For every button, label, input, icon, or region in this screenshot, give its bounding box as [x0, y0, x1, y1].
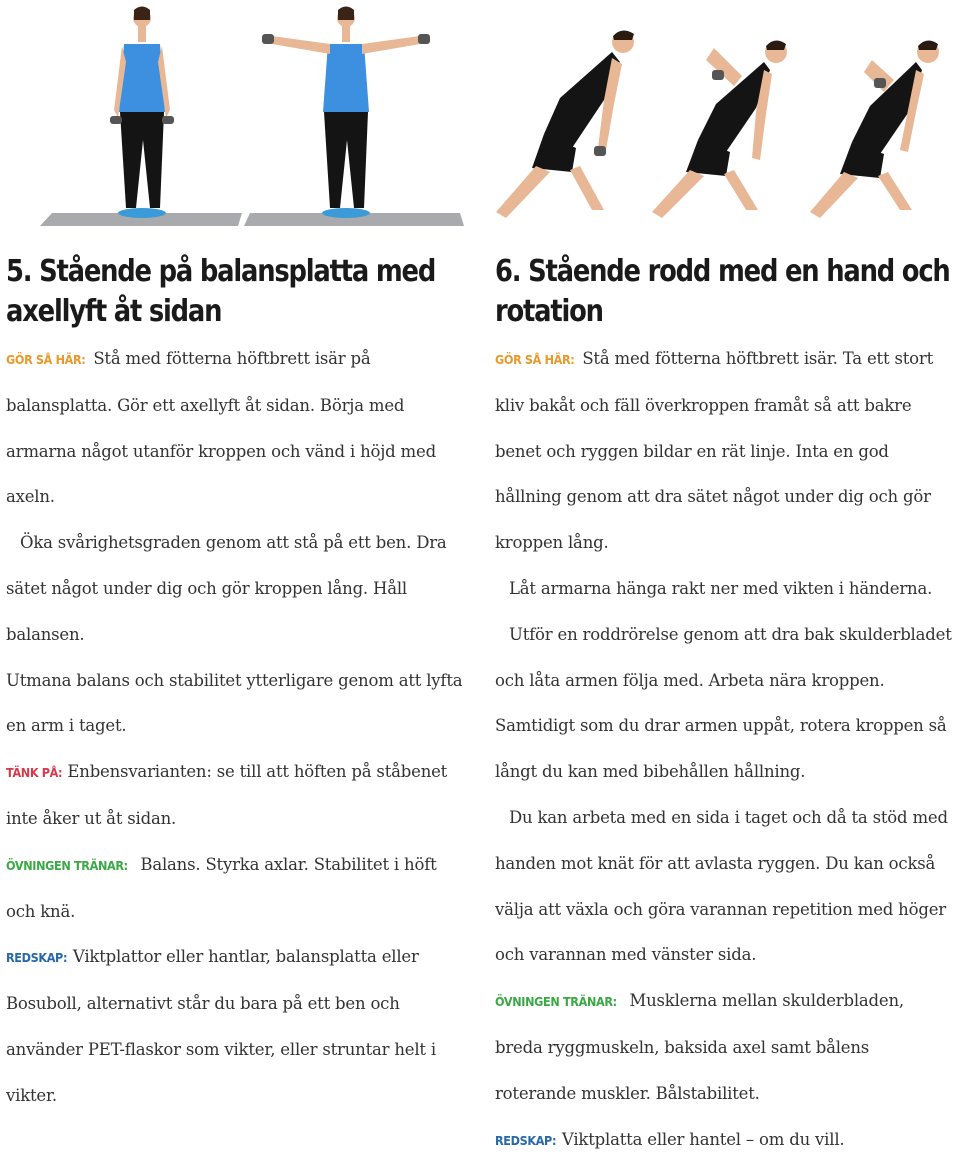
exercise6-title: 6. Stående rodd med en hand och rotation: [495, 254, 950, 329]
trains-label: ÖVNINGEN TRÄNAR:: [495, 994, 617, 1010]
balance-board-1: [118, 208, 166, 218]
equipment-text: Viktplattor eller hantlar, balansplatta eller Bosuboll, alternativt står du bara på ett ben och använder PET-flaskor som vikter, eller struntar helt i vikter.: [6, 947, 436, 1105]
think-text: Enbensvarianten: se till att höften på ståbenet inte åker ut åt sidan.: [6, 762, 448, 828]
exercise6-paragraph-4: Du kan arbeta med en sida i taget och då ta stöd med handen mot knät för att avlasta ryggen. Du kan också välja att växla och göra varannan repetition med höger och varannan med vänster sida.: [495, 807, 948, 965]
how-text: Stå med fötterna höftbrett isär. Ta ett stort kliv bakåt och fäll överkroppen framåt så att bakre benet och ryggen bildar en rät linje. Inta en god hållning genom att dra sätet något under dig och gör kroppen lång.: [495, 349, 934, 553]
how-label: GÖR SÅ HÄR:: [6, 352, 86, 367]
blue-tank-top: [119, 44, 165, 112]
equipment-label: REDSKAP:: [6, 950, 68, 966]
how-label: GÖR SÅ HÄR:: [495, 352, 575, 367]
man-figure-row-3: [810, 40, 939, 218]
exercise5-photos: [0, 0, 480, 232]
woman-figure-arms-down: [110, 7, 174, 219]
exercise5-paragraph-2: Öka svårighetsgraden genom att stå på ett ben. Dra sätet något under dig och gör kroppen lång. Håll balansen.: [6, 533, 447, 644]
exercise5-illustration: [0, 0, 480, 232]
exercise6-photos: [480, 0, 960, 232]
trains-label: ÖVNINGEN TRÄNAR:: [6, 857, 128, 873]
how-text: Stå med fötterna höftbrett isär på balansplatta. Gör ett axellyft åt sidan. Börja med armarna något utanför kroppen och vänd i höjd med axeln.: [6, 349, 436, 507]
exercise6-trains-paragraph: [495, 978, 955, 1116]
exercise5-paragraph-3: Utmana balans och stabilitet ytterligare genom att lyfta en arm i taget.: [6, 670, 463, 736]
think-label: TÄNK PÅ:: [6, 765, 63, 781]
exercise6-how-paragraph: [495, 336, 955, 566]
exercise5-equipment-paragraph: [6, 934, 468, 1118]
exercise5-think-paragraph: [6, 749, 468, 842]
exercise6-illustration: [480, 0, 960, 232]
exercise5-column: [6, 252, 468, 1119]
balance-board-2: [322, 208, 370, 218]
woman-figure-arms-raised: [262, 7, 430, 219]
exercise6-equipment-paragraph: [495, 1117, 955, 1163]
equipment-text: Viktplatta eller hantel – om du vill.: [561, 1129, 845, 1149]
trains-text: Balans. Styrka axlar. Stabilitet i höft och knä.: [6, 854, 437, 921]
exercise5-how-paragraph: [6, 336, 468, 520]
exercise6-paragraph-3: Utför en roddrörelse genom att dra bak skulderbladet och låta armen följa med. Arbeta nära kroppen. Samtidigt som du drar armen uppåt, rotera kroppen så långt du kan med bibehållen hållning.: [495, 624, 952, 782]
man-figure-row-1: [496, 30, 634, 218]
trains-text: Musklerna mellan skulderbladen, breda ryggmuskeln, baksida axel samt bålens roterande muskler. Bålstabilitet.: [495, 991, 904, 1103]
exercise5-title: 5. Stående på balansplatta med axellyft åt sidan: [6, 254, 436, 329]
equipment-label: REDSKAP:: [495, 1132, 557, 1148]
exercise5-trains-paragraph: [6, 842, 468, 935]
exercise6-paragraph-2: Låt armarna hänga rakt ner med vikten i händerna.: [509, 578, 933, 598]
exercise6-column: [495, 252, 955, 1163]
man-figure-row-2: [652, 40, 787, 218]
